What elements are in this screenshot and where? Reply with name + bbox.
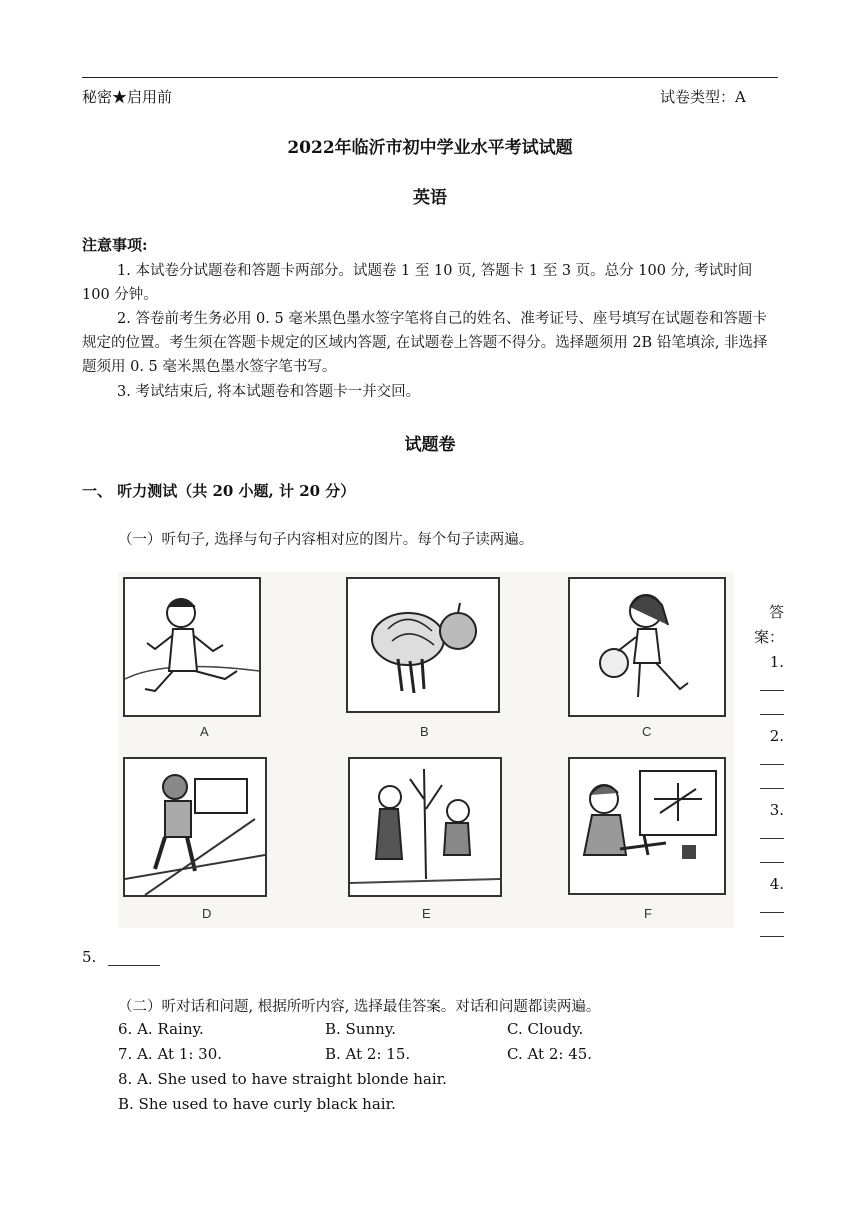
picture-d-label: D [202, 906, 212, 921]
notice-heading: 注意事项: [82, 236, 148, 254]
answer-blank-3a[interactable] [752, 822, 784, 846]
answer-blank-3b [752, 846, 784, 870]
picture-c-label: C [642, 724, 652, 739]
part1-instruction: （一）听句子, 选择与句子内容相对应的图片。每个句子读两遍。 [118, 532, 534, 548]
notice-item-3: 3. 考试结束后, 将本试题卷和答题卡一并交回。 [117, 384, 421, 400]
notice-item-1: 1. 本试卷分试题卷和答题卡两部分。试题卷 1 至 10 页, 答题卡 1 至 3 页。总分 100 分, 考试时间 100 分钟。 [82, 263, 753, 303]
picture-e [348, 757, 502, 897]
part2-instruction: （二）听对话和问题, 根据所听内容, 选择最佳答案。对话和问题都读两遍。 [118, 999, 601, 1015]
picture-f-label: F [644, 906, 652, 921]
q8-option-a: 8. A. She used to have straight blonde hair. [118, 1070, 447, 1088]
answer-label-line2: 案： [753, 628, 784, 646]
answer-blank-4b [752, 920, 784, 944]
picture-e-label: E [422, 906, 431, 921]
answer-number-4: 4. [769, 875, 784, 893]
exam-title: 2022年临沂市初中学业水平考试试题 [287, 138, 573, 158]
paper-type-label: 试卷类型：A [660, 88, 746, 106]
q7-option-b: B. At 2: 15. [325, 1045, 411, 1063]
answer-blank-4a[interactable] [752, 896, 784, 920]
picture-a-label: A [200, 724, 209, 739]
answer-number-3: 3. [769, 801, 784, 819]
q7-option-a: 7. A. At 1: 30. [118, 1045, 223, 1063]
paper-heading: 试题卷 [404, 435, 456, 455]
answer-number-1: 1. [769, 653, 784, 671]
answer-label-line1: 答 [768, 603, 784, 621]
q6-option-b: B. Sunny. [325, 1020, 397, 1038]
confidential-label: 秘密★启用前 [82, 88, 173, 106]
answer-blank-2b [752, 772, 784, 796]
q7-option-c: C. At 2: 45. [507, 1045, 593, 1063]
picture-c [568, 577, 726, 717]
q6-option-a: 6. A. Rainy. [118, 1020, 204, 1038]
answer-blank-1a[interactable] [752, 674, 784, 698]
question-5-blank[interactable] [108, 950, 160, 966]
answer-blank-1b [752, 698, 784, 722]
picture-b [346, 577, 500, 713]
answer-number-2: 2. [769, 727, 784, 745]
picture-f [568, 757, 726, 895]
picture-a [123, 577, 261, 717]
subject-title: 英语 [413, 188, 447, 208]
answer-blank-2a[interactable] [752, 748, 784, 772]
q6-option-c: C. Cloudy. [507, 1020, 584, 1038]
header-rule [82, 77, 778, 78]
question-5-number: 5. [82, 948, 97, 966]
picture-grid [118, 572, 734, 928]
notice-item-2: 2. 答卷前考生务必用 0. 5 毫米黑色墨水签字笔将自己的姓名、准考证号、座号填写在试题卷和答题卡规定的位置。考生须在答题卡规定的区域内答题, 在试题卷上答题不得分。选择题须用 2B 铅笔填涂, 非选择题须用 0. 5 毫米黑色墨水签字笔书写。 [82, 311, 768, 375]
section1-heading: 一、 听力测试（共 20 小题, 计 20 分） [82, 482, 356, 500]
picture-b-label: B [420, 724, 429, 739]
picture-d [123, 757, 267, 897]
q8-option-b: B. She used to have curly black hair. [118, 1095, 396, 1113]
